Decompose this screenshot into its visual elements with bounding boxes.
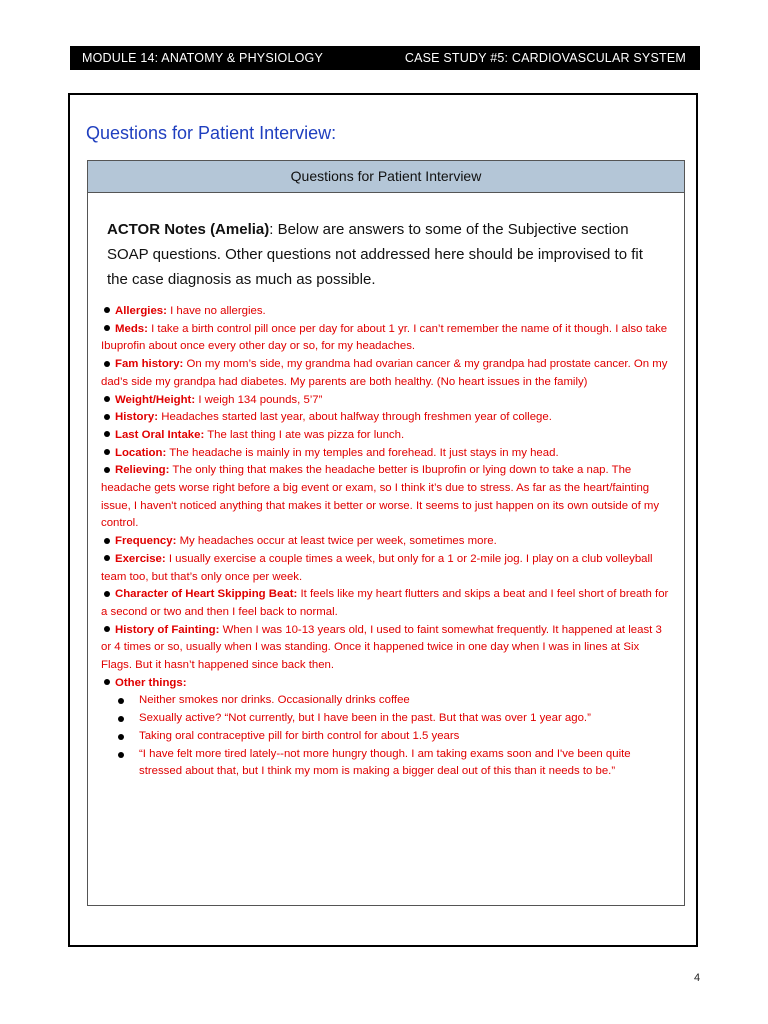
header-case-title: CASE STUDY #5: CARDIOVASCULAR SYSTEM — [404, 51, 686, 65]
note-heart-skipping: Character of Heart Skipping Beat: It feels like my heart flutters and skips a beat and I feel short of breath for a second or two and then I feel back to normal. — [101, 588, 669, 618]
notes-list — [101, 303, 671, 781]
note-weight-height: Weight/Height: I weigh 134 pounds, 5’7” — [101, 392, 671, 410]
list-item: Neither smokes nor drinks. Occasionally drinks coffee — [101, 692, 671, 710]
bullet-icon — [104, 555, 110, 561]
bullet-icon — [118, 716, 124, 722]
note-last-oral-intake: Last Oral Intake: The last thing I ate was pizza for lunch. — [101, 427, 671, 445]
actor-notes-label: ACTOR Notes (Amelia) — [107, 221, 270, 238]
note-other-things: Other things: — [101, 675, 671, 693]
list-item: “I have felt more tired lately--not more hungry though. I am taking exams soon and I've been quite stressed about that, but I think my mom is making a bigger deal out of this than it needs to be.” — [101, 746, 671, 781]
page-number: 4 — [694, 972, 701, 984]
bullet-icon — [104, 538, 110, 544]
bullet-icon — [104, 591, 110, 597]
bullet-icon — [104, 414, 110, 420]
bullet-icon — [104, 431, 110, 437]
note-history-fainting: History of Fainting: When I was 10-13 years old, I used to faint somewhat frequently. It happened at least 3 or 4 times or so, usually when I was standing. Once it happened twice in one day when I was in lines at Six Flags. But it hasn’t happened since back then. — [101, 623, 662, 672]
bullet-icon — [118, 752, 124, 758]
bullet-icon — [104, 449, 110, 455]
note-meds: Meds: I take a birth control pill once per day for about 1 yr. I can’t remember the name of it though. I also take Ibuprofin about once every other day or so, for my headaches. — [101, 322, 668, 353]
bullet-icon — [104, 626, 110, 632]
list-item: Taking oral contraceptive pill for birth control for about 1.5 years — [101, 728, 671, 746]
table-header: Questions for Patient Interview — [88, 161, 684, 193]
interview-table — [87, 160, 685, 906]
other-things-list — [101, 692, 671, 781]
actor-notes-text: : Below are answers to some of the Subjective section SOAP questions. Other questions not addressed here should be improvised to fit the case diagnosis as much as possible. — [107, 221, 643, 288]
note-frequency: Frequency: My headaches occur at least twice per week, sometimes more. — [101, 533, 671, 551]
note-allergies: Allergies: I have no allergies. — [101, 303, 671, 321]
note-exercise: Exercise: I usually exercise a couple times a week, but only for a 1 or 2-mile jog. I play on a club volleyball team too, but that’s only once per week. — [101, 552, 653, 583]
actor-notes-intro — [107, 217, 667, 292]
section-title: Questions for Patient Interview: — [86, 123, 337, 143]
note-history: History: Headaches started last year, about halfway through freshmen year of college. — [101, 409, 671, 427]
page-header-bar — [70, 46, 700, 70]
bullet-icon — [104, 679, 110, 685]
bullet-icon — [104, 467, 110, 473]
note-relieving: Relieving: The only thing that makes the headache better is Ibuprofin or lying down to take a nap. The headache gets worse right before a big event or exam, so I think it’s due to stress. As far as the heart/fainting issue, I haven't noticed anything that makes it better or worse. It seems to just happen on its own outside of my control. — [101, 464, 660, 530]
bullet-icon — [104, 307, 110, 313]
bullet-icon — [104, 396, 110, 402]
note-location: Location: The headache is mainly in my temples and forehead. It just stays in my head. — [101, 445, 671, 463]
bullet-icon — [118, 698, 124, 704]
bullet-icon — [104, 361, 110, 367]
header-module-title: MODULE 14: ANATOMY & PHYSIOLOGY — [82, 51, 323, 65]
list-item: Sexually active? “Not currently, but I have been in the past. But that was over 1 year ago.” — [101, 710, 671, 728]
bullet-icon — [118, 734, 124, 740]
note-fam-history: Fam history: On my mom’s side, my grandma had ovarian cancer & my grandpa had prostate cancer. On my dad’s side my grandpa had diabetes. My parents are both healthy. (No heart issues in the family) — [101, 358, 668, 388]
bullet-icon — [104, 325, 110, 331]
